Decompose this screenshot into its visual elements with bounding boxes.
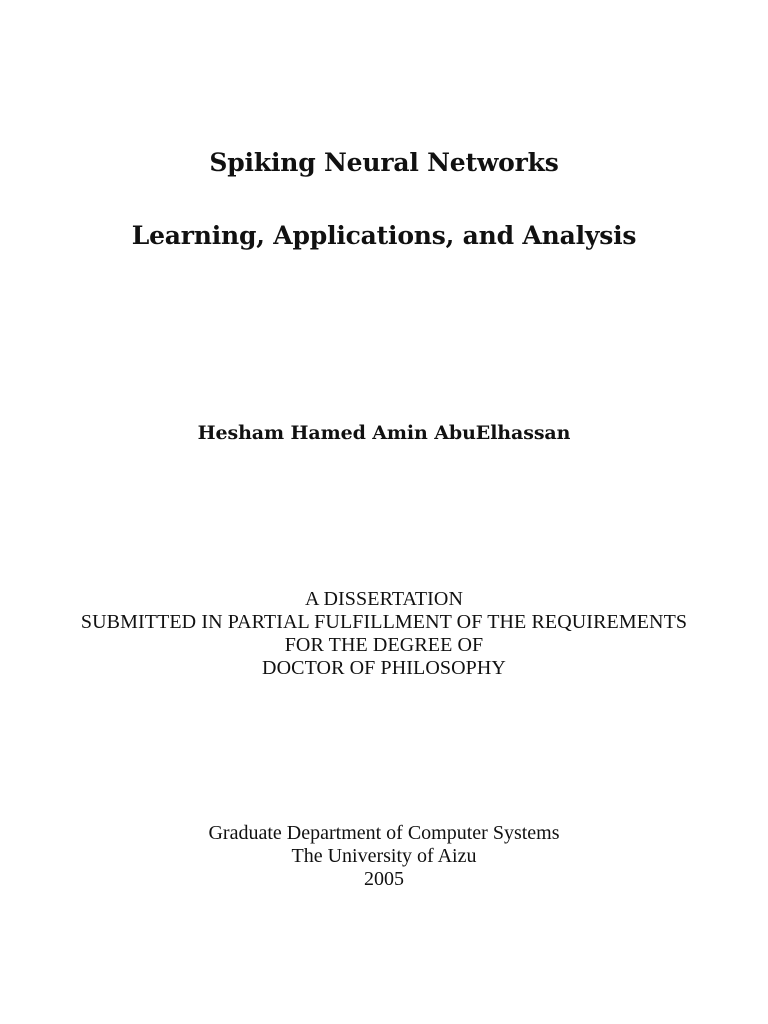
submission-line-3: FOR THE DEGREE OF [284,634,484,656]
submission-line-1: A DISSERTATION [304,588,464,610]
submission-year: 2005 [364,868,404,890]
university-name: The University of Aizu [291,845,477,867]
dissertation-title: Spiking Neural Networks [209,148,559,177]
submission-line-4: DOCTOR OF PHILOSOPHY [262,657,506,679]
dissertation-subtitle: Learning, Applications, and Analysis [131,221,637,250]
department-name: Graduate Department of Computer Systems [208,822,560,844]
author-name: Hesham Hamed Amin AbuElhassan [197,422,571,444]
submission-line-2: SUBMITTED IN PARTIAL FULFILLMENT OF THE REQUIREMENTS [80,611,688,633]
